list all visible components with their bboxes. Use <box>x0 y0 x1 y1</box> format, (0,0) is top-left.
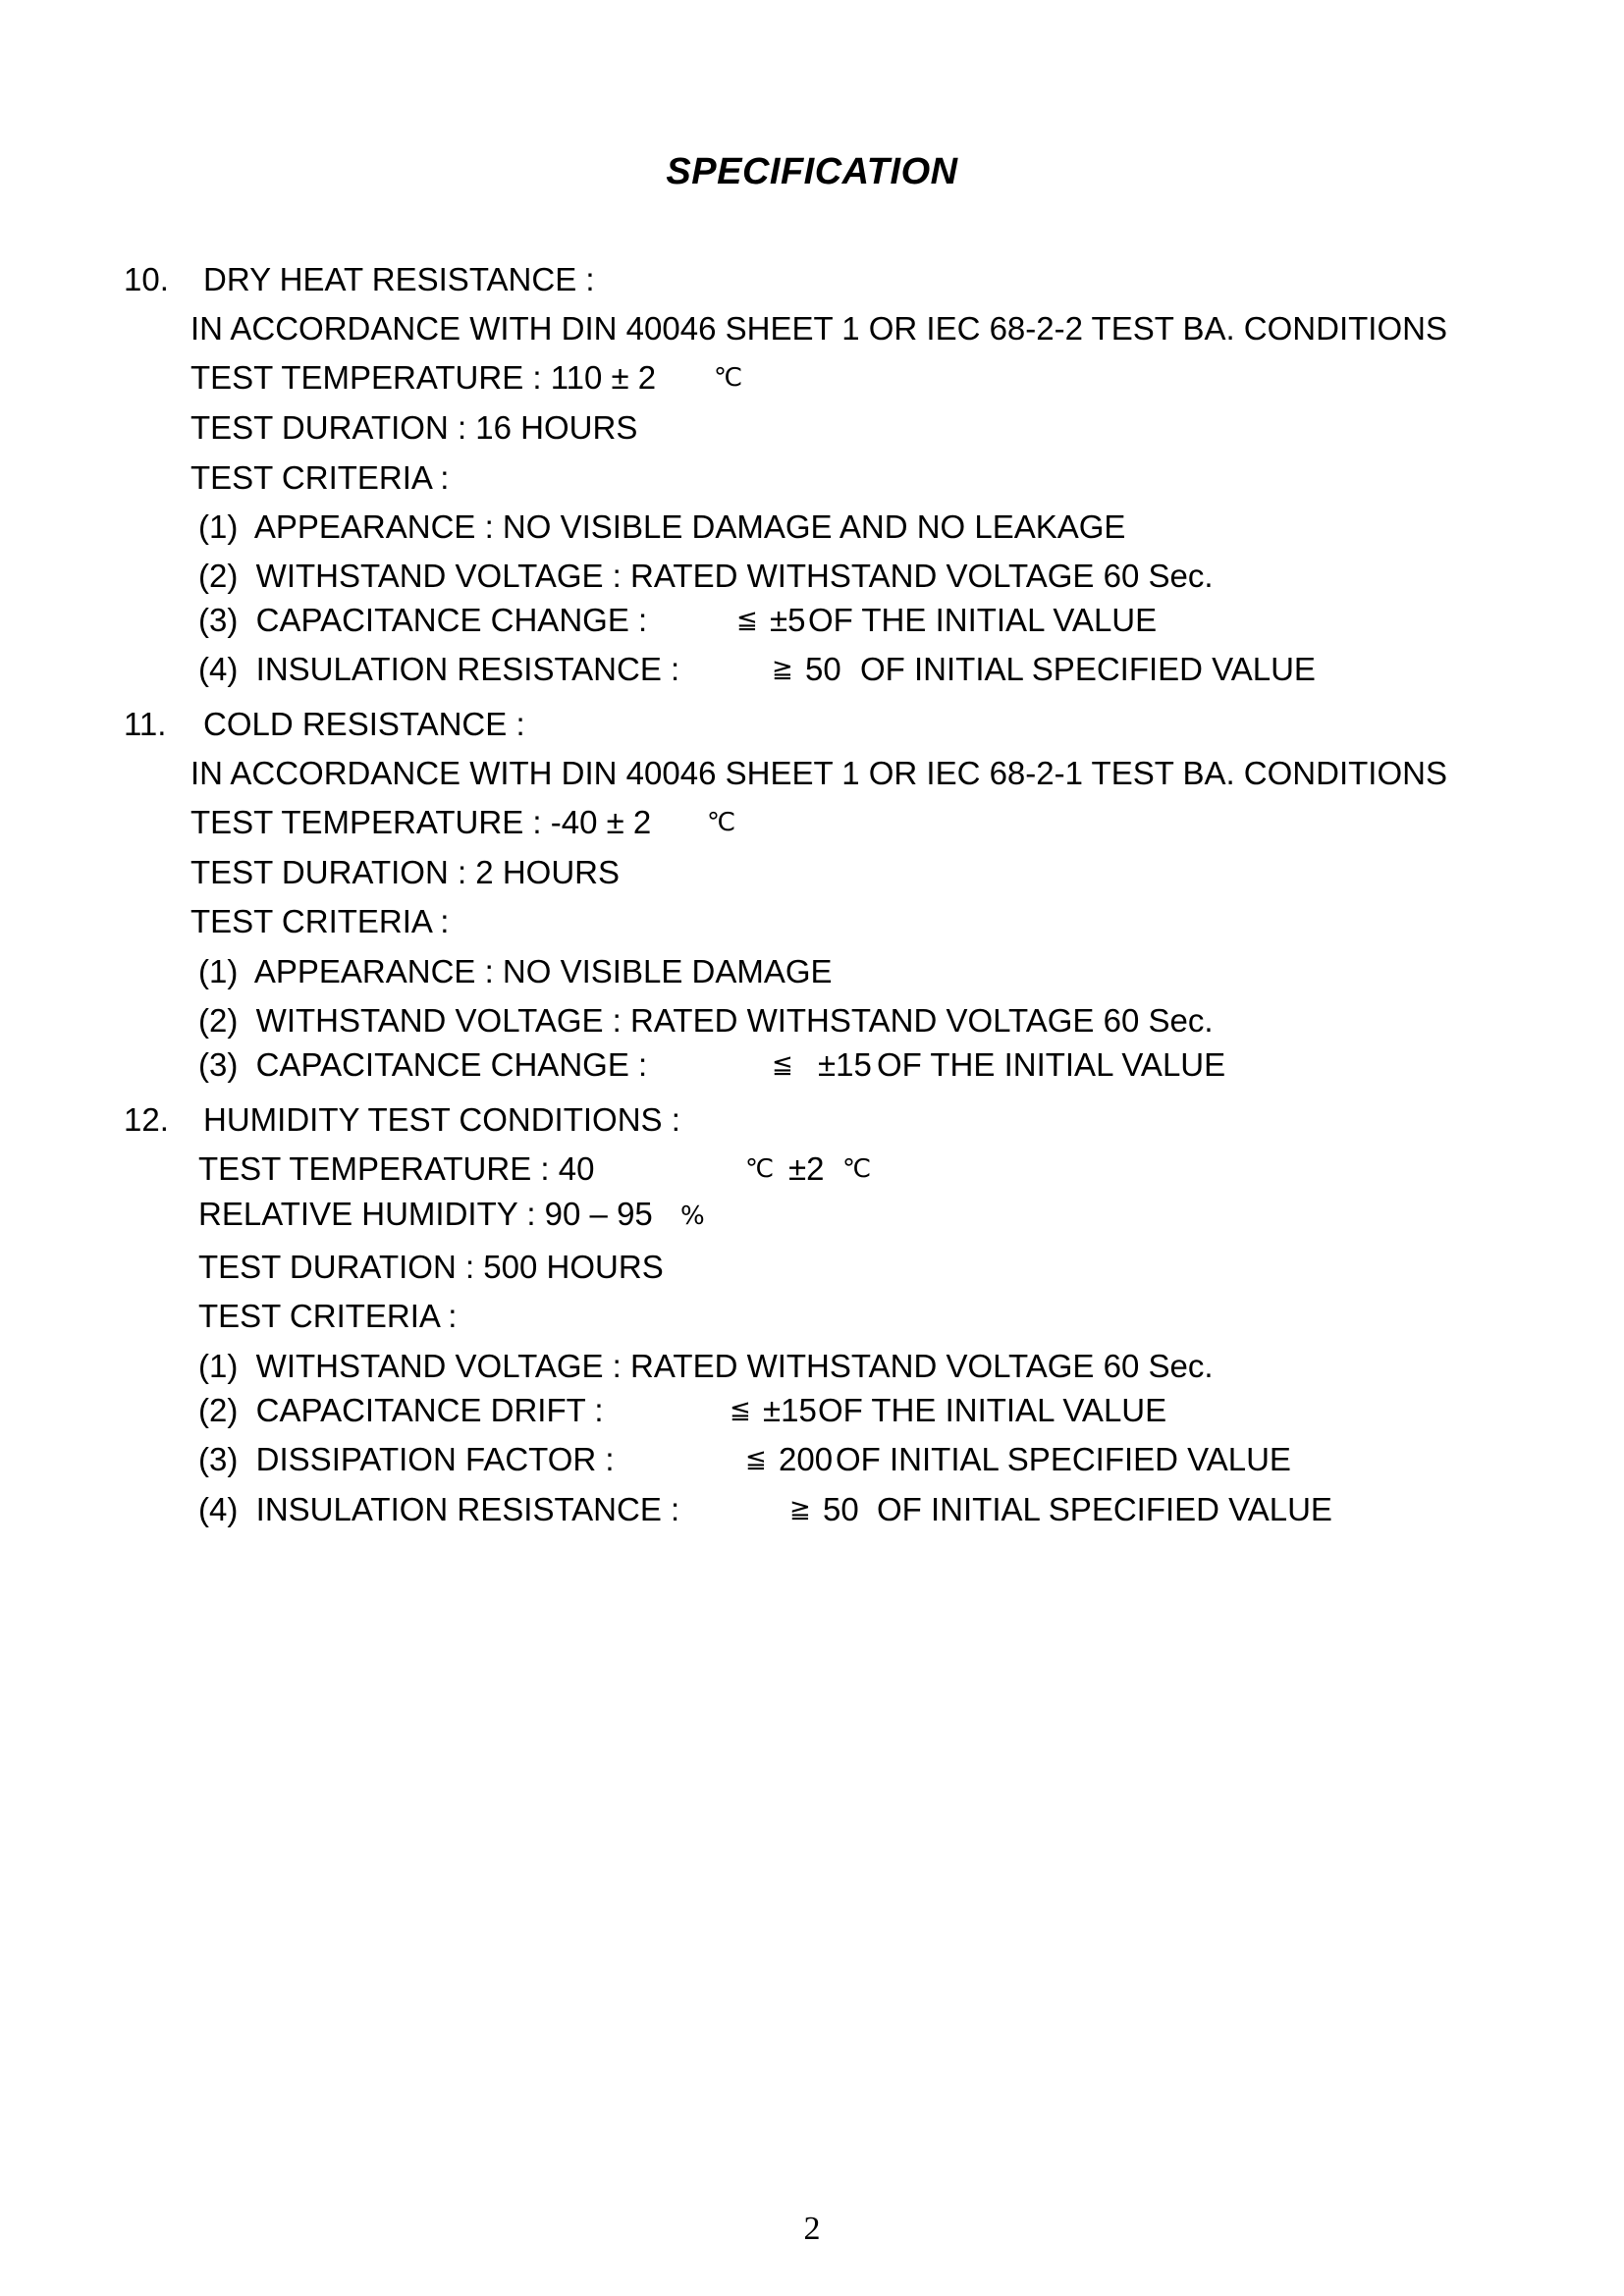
criteria-suffix: OF INITIAL SPECIFIED VALUE <box>877 1491 1332 1527</box>
criteria-value: 200 <box>779 1441 834 1477</box>
criteria-suffix: OF THE INITIAL VALUE <box>877 1046 1226 1083</box>
criteria-item: (3) DISSIPATION FACTOR : <box>198 1441 615 1477</box>
criteria-item: (2) WITHSTAND VOLTAGE : RATED WITHSTAND VOLTAGE 60 Sec. <box>198 558 1214 594</box>
criteria-item: (2) WITHSTAND VOLTAGE : RATED WITHSTAND VOLTAGE 60 Sec. <box>198 1002 1214 1039</box>
percent-unit: % <box>680 1201 705 1231</box>
criteria-suffix: OF THE INITIAL VALUE <box>808 602 1158 638</box>
criteria-item: (1) APPEARANCE : NO VISIBLE DAMAGE <box>198 953 833 989</box>
criteria-item: (3) CAPACITANCE CHANGE : <box>198 602 648 638</box>
section-heading: DRY HEAT RESISTANCE : <box>203 261 595 297</box>
test-temperature: TEST TEMPERATURE : -40 ± 2 <box>190 804 652 840</box>
section-heading: HUMIDITY TEST CONDITIONS : <box>203 1101 680 1138</box>
test-duration: TEST DURATION : 500 HOURS <box>198 1249 664 1285</box>
criteria-value: 50 <box>805 651 841 687</box>
page-number: 2 <box>803 2211 821 2247</box>
criteria-suffix: OF INITIAL SPECIFIED VALUE <box>836 1441 1291 1477</box>
standard-reference: IN ACCORDANCE WITH DIN 40046 SHEET 1 OR IEC 68-2-2 TEST BA. CONDITIONS <box>190 310 1447 347</box>
celsius-unit: ℃ <box>707 808 736 837</box>
less-or-equal-symbol: ≦ <box>772 1050 793 1080</box>
criteria-item: (1) WITHSTAND VOLTAGE : RATED WITHSTAND VOLTAGE 60 Sec. <box>198 1348 1214 1384</box>
criteria-value: 50 <box>823 1491 859 1527</box>
criteria-item: (3) CAPACITANCE CHANGE : <box>198 1046 648 1083</box>
test-duration: TEST DURATION : 2 HOURS <box>190 854 620 890</box>
section-number: 10. <box>124 261 169 297</box>
criteria-item: (4) INSULATION RESISTANCE : <box>198 651 680 687</box>
test-duration: TEST DURATION : 16 HOURS <box>190 409 638 446</box>
less-or-equal-symbol: ≦ <box>730 1396 751 1425</box>
criteria-item: (4) INSULATION RESISTANCE : <box>198 1491 680 1527</box>
criteria-item: (2) CAPACITANCE DRIFT : <box>198 1392 604 1428</box>
standard-reference: IN ACCORDANCE WITH DIN 40046 SHEET 1 OR IEC 68-2-1 TEST BA. CONDITIONS <box>190 755 1447 791</box>
relative-humidity: RELATIVE HUMIDITY : 90 – 95 <box>198 1196 653 1232</box>
criteria-suffix: OF THE INITIAL VALUE <box>818 1392 1167 1428</box>
test-temperature: TEST TEMPERATURE : 40 <box>198 1150 595 1187</box>
greater-or-equal-symbol: ≧ <box>789 1495 811 1524</box>
page-title: SPECIFICATION <box>666 151 958 192</box>
celsius-unit: ℃ <box>842 1154 872 1184</box>
criteria-value: ±15 <box>763 1392 817 1428</box>
less-or-equal-symbol: ≦ <box>745 1445 767 1474</box>
greater-or-equal-symbol: ≧ <box>772 655 793 684</box>
criteria-suffix: OF INITIAL SPECIFIED VALUE <box>860 651 1316 687</box>
section-number: 12. <box>124 1101 169 1138</box>
celsius-unit: ℃ <box>714 363 743 393</box>
celsius-unit: ℃ <box>745 1154 775 1184</box>
section-heading: COLD RESISTANCE : <box>203 706 525 742</box>
criteria-item: (1) APPEARANCE : NO VISIBLE DAMAGE AND NO LEAKAGE <box>198 508 1126 545</box>
test-criteria-label: TEST CRITERIA : <box>190 459 450 496</box>
less-or-equal-symbol: ≦ <box>736 606 758 635</box>
section-number: 11. <box>124 706 167 742</box>
test-criteria-label: TEST CRITERIA : <box>198 1298 458 1334</box>
test-criteria-label: TEST CRITERIA : <box>190 903 450 939</box>
temperature-tolerance: ±2 <box>788 1150 825 1187</box>
test-temperature: TEST TEMPERATURE : 110 ± 2 <box>190 359 657 396</box>
criteria-value: ±5 <box>770 602 806 638</box>
criteria-value: ±15 <box>818 1046 872 1083</box>
